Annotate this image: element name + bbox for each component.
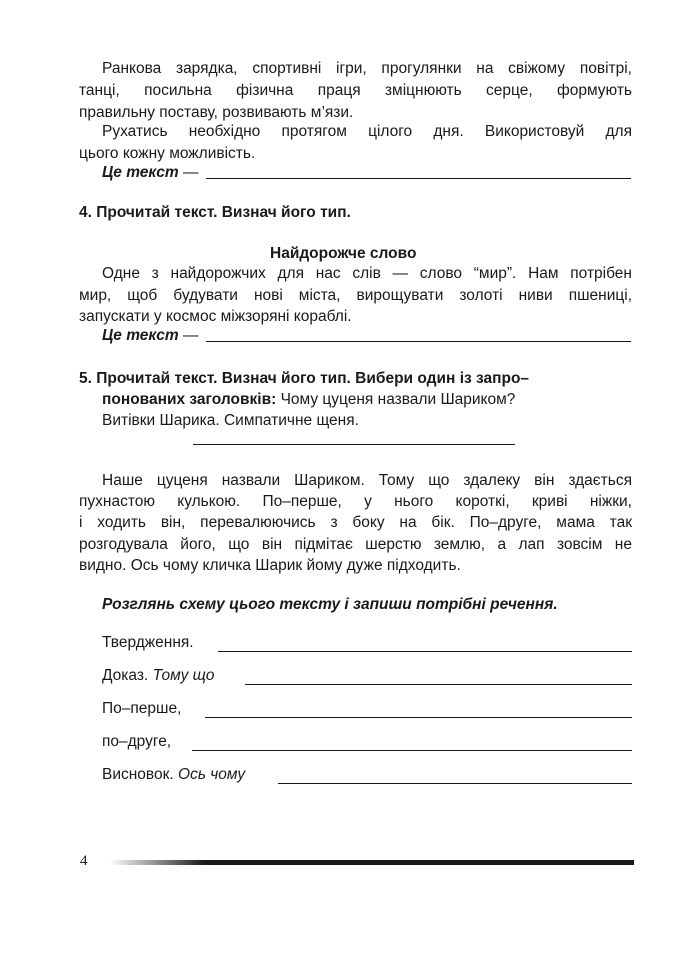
intro-line-4: Рухатись необхідно протягом цілого дня. Використовуй для — [102, 123, 632, 140]
scheme-line-first[interactable] — [205, 717, 632, 718]
intro-line-1: Ранкова зарядка, спортивні ігри, прогулянки на свіжому повітрі, — [102, 60, 632, 77]
answer-dash: — — [178, 164, 199, 181]
intro-line-5: цього кожну можливість. — [79, 145, 256, 162]
task4-line-3: запускати у космос міжзоряні кораблі. — [79, 308, 352, 325]
scheme-label: Доказ. — [102, 667, 149, 684]
task5-heading-line-2 — [102, 389, 515, 411]
intro-line-2: танці, посильна фізична праця зміцнюють серце, формують — [79, 82, 632, 99]
scheme-line-second[interactable] — [192, 750, 632, 751]
scheme-label: По–перше, — [102, 700, 182, 717]
scheme-line-conclusion[interactable] — [278, 783, 632, 784]
footer-rule — [110, 856, 634, 868]
task5-text-line-4: розгодувала його, що він підмітає шерстю землю, а лап зовсім не — [79, 536, 632, 553]
page-number: 4 — [80, 853, 88, 869]
task5-instruction: Розглянь схему цього тексту і запиши потрібні речення. — [102, 596, 558, 613]
scheme-row-first — [102, 698, 181, 720]
answer-dash: — — [178, 327, 199, 344]
scheme-row-second — [102, 731, 171, 753]
task5-text-line-5: видно. Ось чому кличка Шарик йому дуже підходить. — [79, 557, 461, 574]
answer-label: Це текст — [102, 327, 179, 344]
scheme-label: по–друге, — [102, 733, 172, 750]
scheme-line-proof[interactable] — [245, 684, 632, 685]
task4-answer — [102, 325, 199, 347]
scheme-row-statement — [102, 632, 194, 654]
intro-answer-line[interactable] — [206, 178, 631, 179]
scheme-italic: Ось чому — [178, 766, 246, 783]
scheme-label: Висновок. — [102, 766, 174, 783]
answer-label: Це текст — [102, 164, 179, 181]
task4-heading: 4. Прочитай текст. Визнач його тип. — [79, 204, 351, 221]
scheme-label: Твердження. — [102, 634, 194, 651]
intro-line-3: правильну поставу, розвивають м’язи. — [79, 104, 354, 121]
task5-text-line-3: і ходить він, перевалюючись з боку на бік. По–друге, мама так — [79, 514, 632, 531]
task5-heading-line-1: 5. Прочитай текст. Визнач його тип. Вибери один із запро– — [79, 370, 530, 387]
scheme-row-conclusion — [102, 764, 245, 786]
task5-text-line-1: Наше цуценя назвали Шариком. Тому що здалеку він здається — [102, 472, 632, 489]
intro-answer — [102, 162, 199, 184]
task4-line-1: Одне з найдорожчих для нас слів — слово “мир”. Нам потрібен — [102, 265, 632, 282]
task4-line-2: мир, щоб будувати нові міста, вирощувати золоті ниви пшениці, — [79, 287, 632, 304]
task5-text-line-2: пухнастою кулькою. По–перше, у нього короткі, криві ніжки, — [79, 493, 632, 510]
task5-heading-line-3: Витівки Шарика. Симпатичне щеня. — [102, 412, 359, 429]
scheme-italic: Тому що — [152, 667, 215, 684]
scheme-row-proof — [102, 665, 215, 687]
task4-title: Найдорожче слово — [270, 245, 417, 262]
task5-heading-rest: Чому цуценя назвали Шариком? — [276, 391, 516, 408]
scheme-line-statement[interactable] — [218, 651, 632, 652]
task5-heading-bold: понованих заголовків: — [102, 391, 277, 408]
task4-answer-line[interactable] — [206, 341, 631, 342]
task5-title-answer-line[interactable] — [193, 444, 515, 445]
